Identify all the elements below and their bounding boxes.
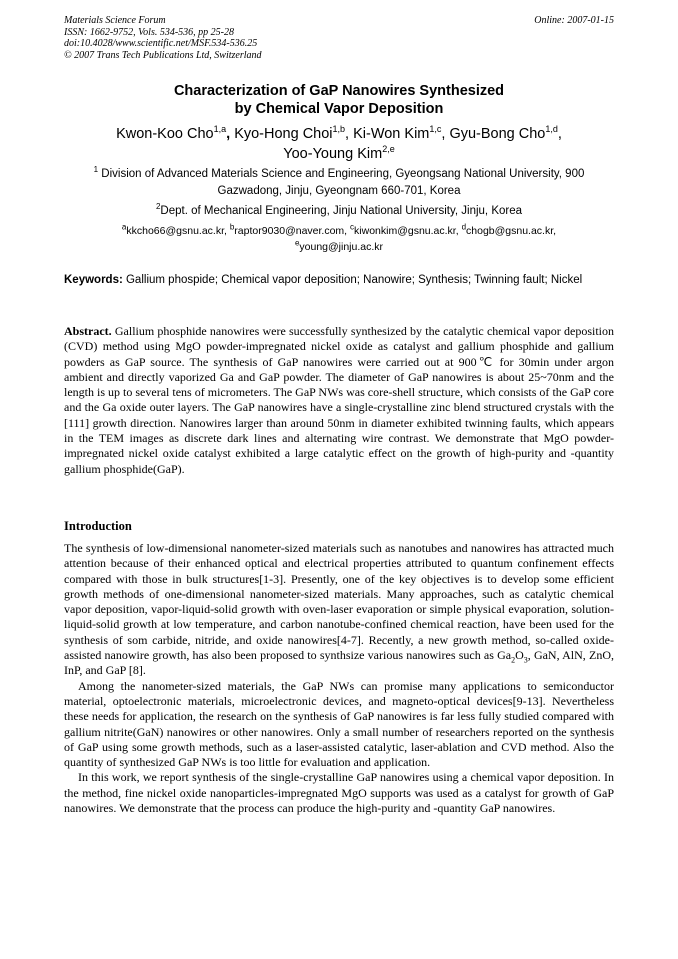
author-separator: ,	[441, 126, 450, 142]
journal-copyright: © 2007 Trans Tech Publications Ltd, Switzerland	[64, 49, 262, 61]
email-mark: b	[229, 222, 235, 232]
affiliation-text: Division of Advanced Materials Science and Engineering, Gyeongsang National University, 900 Gazwadong, Jinju, Gyeongnam 660-701, Korea	[101, 168, 585, 197]
paragraph: Among the nanometer-sized materials, the GaP NWs can promise many applications to semiconductor material, optoelectronic materials, microelectronic devices, and magneto-optical devices[9-13]. Nevertheless these needs for application, the research on the synthesis of GaP nanowires is far less fully studied compared with gallium nitrite(GaN) nanowires or other nanowires. Only a small number of researchers reported on the synthesis of GaP using some growth methods, such as a laser-assisted catalytic, laser-ablation and CVD method. Also the quantity of synthesized GaP NWs is too little for evaluation and application.	[64, 678, 614, 770]
section-heading-introduction: Introduction	[64, 519, 132, 533]
abstract-text: Gallium phosphide nanowires were successfully synthesized by the catalytic chemical vapor deposition (CVD) method using MgO powder-impregnated nickel oxide as catalyst and gallium phosphide and gallium powders as GaP source. The synthesis of GaP nanowires were carried out at 900℃ for 30min under argon ambient and directly vaporized Ga and GaP powder. The diameter of GaP nanowires is about 25~70nm and the length is up to several tens of micrometers. The GaP NWs was core-shell structure, which consists of the GaP core and the Ga oxide outer layers. The GaP nanowires have a single-crystalline zinc blend structured crystals with the [111] growth direction. Nanowires larger than around 50nm in diameter exhibited twinning faults, which appears in the TEM images as discrete dark lines and alternating wire contrast. We demonstrate that MgO powder-impregnated nickel oxide catalyst exhibited a large catalytic effect on the growth of high-purity and -quantity gallium phosphide(GaP).	[64, 324, 614, 476]
author-affiliation-mark: 1,d	[545, 124, 558, 135]
paragraph: In this work, we report synthesis of the single-crystalline GaP nanowires using a chemical vapor deposition. In the method, fine nickel oxide nanoparticles-impregnated MgO supports was used as a catalyst for growth of GaP nanowires. We demonstrate that the process can produce the high-purity and -quantity GaP nanowires.	[64, 770, 614, 816]
introduction-body	[64, 541, 614, 816]
author-separator: ,	[226, 126, 235, 142]
email-mark: d	[461, 222, 467, 232]
email-mark: a	[121, 222, 127, 232]
author-name: Kyo-Hong Choi	[234, 126, 333, 142]
affiliation-1	[64, 166, 614, 200]
journal-header	[64, 15, 614, 61]
affiliation-mark: 2	[155, 202, 161, 212]
title-line-1: Characterization of GaP Nanowires Synthesized	[173, 83, 505, 99]
subscript: 2	[511, 655, 516, 665]
abstract	[64, 324, 614, 477]
journal-doi[interactable]: doi:10.4028/www.scientific.net/MSF.534-536.25	[64, 38, 258, 49]
email-link[interactable]: kkcho66@gsnu.ac.kr,	[126, 225, 230, 237]
author-name: Ki-Won Kim	[353, 126, 430, 142]
email-link[interactable]: chogb@gsnu.ac.kr,	[466, 225, 557, 237]
affiliation-mark: 1	[93, 165, 99, 175]
online-date: Online: 2007-01-15	[534, 15, 614, 26]
keywords-text: Gallium phospide; Chemical vapor deposition; Nanowire; Synthesis; Twinning fault; Nickel	[122, 274, 583, 286]
abstract-label: Abstract.	[64, 324, 112, 338]
affiliation-text: Dept. of Mechanical Engineering, Jinju National University, Jinju, Korea	[160, 205, 523, 217]
journal-name: Materials Science Forum	[64, 15, 166, 26]
paragraph-text: The synthesis of low-dimensional nanometer-sized materials such as nanotubes and nanowires has attracted much attention because of their enhanced optical and electrical properties attributed to quantum confinement effects compared with those in bulk structures[1-3]. Presently, one of the key objectives is to develop some efficient growth methods of one-dimensional nanometer-sized materials. Many approaches, such as catalytic chemical vapor deposition, vapor-liquid-solid growth with oven-laser evaporation or simple physical evaporation, solution-liquid-solid growth at low temperature, and carbon nanotube-confined chemical reaction, have been used for the synthesis of som carbide, nitride, and oxide nanowires[4-7]. Recently, a new growth method, so-called oxide-assisted nanowire growth, has also been proposed to synthsize various nanowires such as Ga	[64, 541, 614, 663]
author-name: Kwon-Koo Cho	[116, 126, 214, 142]
author-name: Yoo-Young Kim	[283, 146, 383, 162]
email-link[interactable]: young@jinju.ac.kr	[299, 241, 384, 253]
email-link[interactable]: kiwonkim@gsnu.ac.kr,	[354, 225, 462, 237]
email-link[interactable]: raptor9030@naver.com,	[234, 225, 351, 237]
author-separator: ,	[557, 126, 562, 142]
author-list	[40, 124, 638, 164]
subscript: 3	[523, 655, 528, 665]
author-affiliation-mark: 1,a	[213, 124, 227, 135]
paragraph	[64, 541, 614, 679]
author-affiliation-mark: 1,c	[429, 124, 442, 135]
paragraph-text: O	[515, 648, 524, 663]
author-affiliation-mark: 2,e	[382, 144, 395, 155]
journal-issn: ISSN: 1662-9752, Vols. 534-536, pp 25-28	[64, 26, 234, 38]
author-affiliation-mark: 1,b	[332, 124, 346, 135]
affiliation-2	[64, 203, 614, 220]
email-mark: c	[350, 222, 355, 232]
author-name: Gyu-Bong Cho	[449, 126, 546, 142]
paragraph-text: , GaN, AlN, ZnO, InP, and GaP [8].	[64, 648, 614, 678]
author-emails	[64, 223, 614, 255]
title-line-2: by Chemical Vapor Deposition	[234, 101, 444, 117]
keywords-label: Keywords:	[64, 274, 123, 286]
paper-title	[40, 82, 638, 118]
author-separator: ,	[345, 126, 354, 142]
email-mark: e	[294, 238, 300, 248]
keywords	[64, 273, 614, 287]
